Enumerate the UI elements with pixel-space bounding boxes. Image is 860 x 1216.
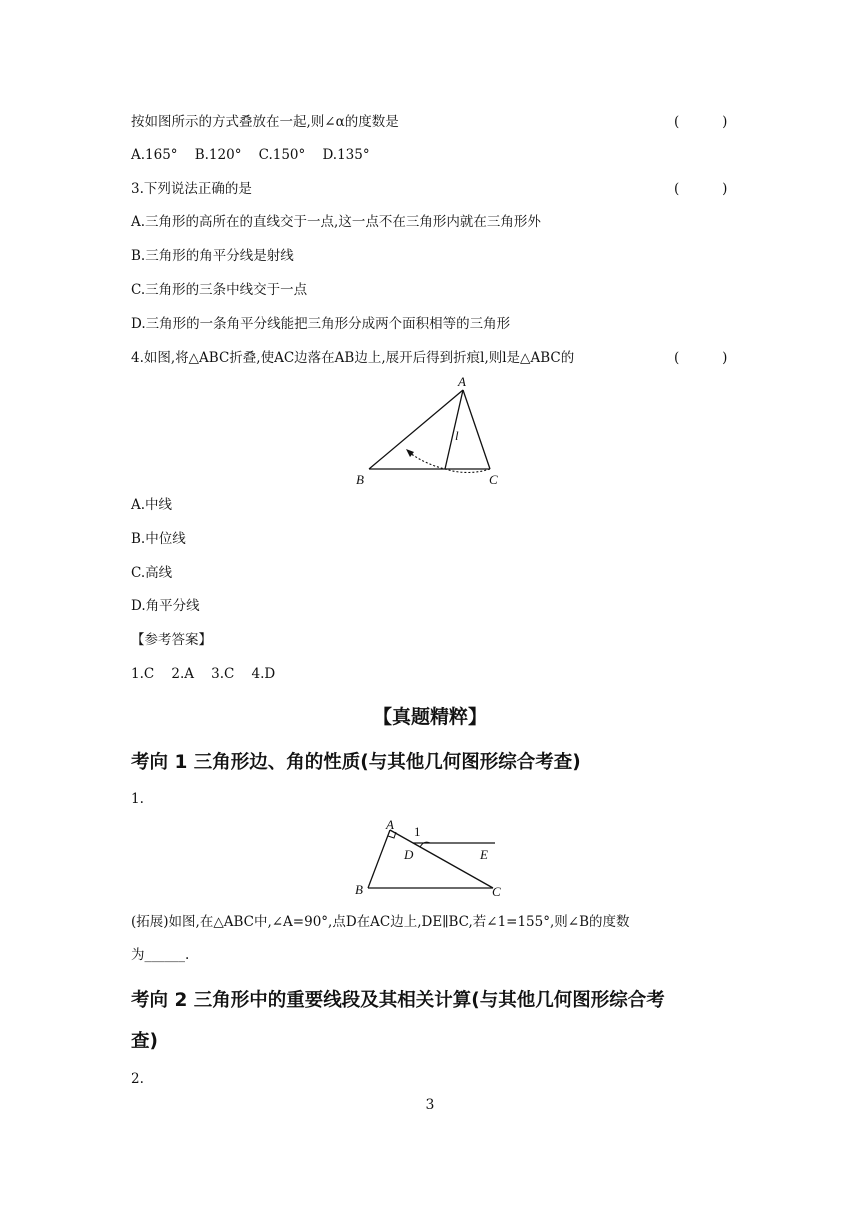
t1-label-a: A	[386, 817, 394, 832]
t1-label-c: C	[492, 884, 501, 898]
t1-label-e: E	[480, 847, 488, 862]
topic2-heading-line1: 考向 2 三角形中的重要线段及其相关计算(与其他几何图形综合考	[131, 990, 665, 1011]
q4-side-ac	[463, 390, 490, 469]
answers-text: 1.C 2.A 3.C 4.D	[131, 666, 276, 682]
q4-fold-arrow-head	[406, 449, 414, 457]
q4-fold-line-l	[445, 390, 463, 469]
answers-label: 【参考答案】	[131, 632, 212, 648]
q4-option-d: D.角平分线	[131, 598, 200, 614]
q2-options: A.165° B.120° C.150° D.135°	[131, 147, 370, 163]
q4-answer-paren: ( )	[674, 350, 728, 366]
t1-side-ab	[368, 830, 390, 888]
q2-stem-tail: 按如图所示的方式叠放在一起,则∠α的度数是	[131, 114, 399, 130]
topic1-question-number: 1.	[131, 791, 144, 807]
topic1-question-line1: (拓展)如图,在△ABC中,∠A=90°,点D在AC边上,DE∥BC,若∠1=155°,则∠B的度数	[131, 914, 630, 930]
q2-answer-paren: ( )	[674, 114, 728, 130]
q4-option-c: C.高线	[131, 565, 173, 581]
page-number: 3	[425, 1097, 435, 1113]
q3-option-b: B.三角形的角平分线是射线	[131, 248, 294, 264]
q4-label-a: A	[458, 374, 466, 389]
q3-option-d: D.三角形的一条角平分线能把三角形分成两个面积相等的三角形	[131, 316, 511, 332]
q3-option-c: C.三角形的三条中线交于一点	[131, 282, 308, 298]
topic2-question-number: 2.	[131, 1071, 144, 1087]
q3-answer-paren: ( )	[674, 181, 728, 197]
t1-label-d: D	[404, 847, 414, 862]
q4-option-a: A.中线	[131, 497, 173, 513]
q4-label-b: B	[356, 472, 364, 487]
q3-stem: 3.下列说法正确的是	[131, 181, 252, 197]
topic2-heading-line2: 查)	[131, 1031, 158, 1052]
topic1-question-line2: 为______.	[131, 947, 190, 963]
t1-label-angle-1: 1	[414, 824, 421, 839]
q4-stem: 4.如图,将△ABC折叠,使AC边落在AB边上,展开后得到折痕l,则l是△ABC的	[131, 350, 575, 366]
q3-option-a: A.三角形的高所在的直线交于一点,这一点不在三角形内就在三角形外	[131, 214, 541, 230]
topic1-heading: 考向 1 三角形边、角的性质(与其他几何图形综合考查)	[131, 752, 581, 773]
q4-fold-triangle-figure	[350, 372, 510, 490]
q4-label-l: l	[455, 428, 459, 443]
topic1-parallel-triangle-figure	[350, 816, 510, 898]
q4-option-b: B.中位线	[131, 531, 186, 547]
t1-label-b: B	[355, 882, 363, 897]
q4-label-c: C	[489, 472, 498, 487]
section-title: 【真题精粹】	[372, 706, 487, 728]
